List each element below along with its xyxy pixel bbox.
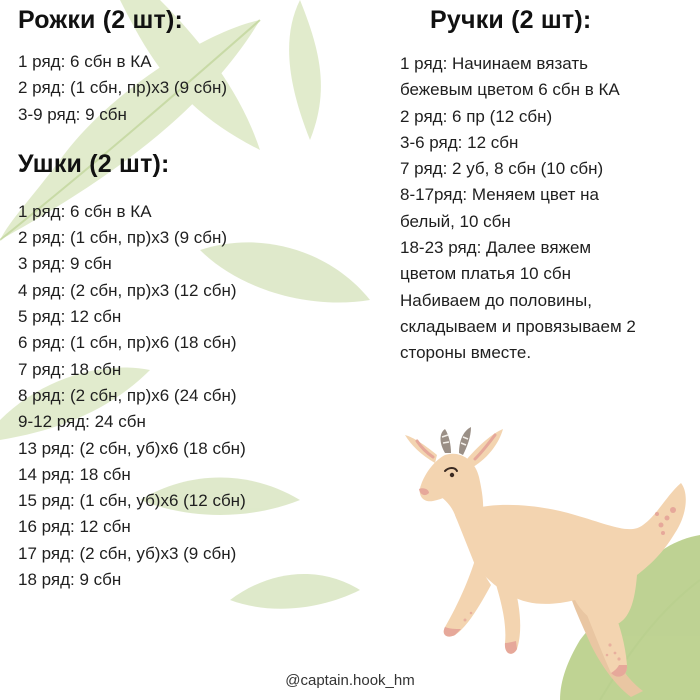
ears-row: 7 ряд: 18 сбн: [18, 359, 122, 379]
arms-row: белый, 10 сбн: [400, 211, 511, 231]
ears-row: 5 ряд: 12 сбн: [18, 307, 122, 327]
horns-rows: [18, 49, 348, 128]
goat-illustration: [405, 415, 695, 700]
arms-row: 7 ряд: 2 уб, 8 сбн (10 сбн): [400, 159, 604, 179]
ears-row: 16 ряд: 12 сбн: [18, 517, 131, 537]
arms-row: 18-23 ряд: Далее вяжем: [400, 238, 592, 258]
arms-row: Набиваем до половины,: [400, 290, 592, 310]
arms-heading: Ручки (2 шт):: [430, 6, 592, 34]
ears-row: 14 ряд: 18 сбн: [18, 464, 131, 484]
ears-row: 1 ряд: 6 сбн в КА: [18, 201, 152, 221]
horns-heading: Рожки (2 шт):: [18, 6, 184, 34]
ears-row: 13 ряд: (2 сбн, уб)х6 (18 сбн): [18, 438, 246, 458]
ears-row: 3 ряд: 9 сбн: [18, 254, 112, 274]
arms-row: 2 ряд: 6 пр (12 сбн): [400, 106, 553, 126]
horns-row: 1 ряд: 6 сбн в КА: [18, 52, 152, 71]
horns-row: 3-9 ряд: 9 сбн: [18, 104, 127, 124]
ears-row: 2 ряд: (1 сбн, пр)х3 (9 сбн): [18, 228, 228, 248]
ears-row: 18 ряд: 9 сбн: [18, 570, 122, 590]
horns-row: 2 ряд: (1 сбн, пр)х3 (9 сбн): [18, 78, 228, 98]
arms-row: складываем и провязываем 2: [400, 316, 636, 336]
arms-rows: [400, 51, 700, 367]
ears-row: 15 ряд: (1 сбн, уб)х6 (12 сбн): [18, 491, 246, 511]
ears-row: 6 ряд: (1 сбн, пр)х6 (18 сбн): [18, 333, 237, 353]
arms-row: 3-6 ряд: 12 сбн: [400, 132, 519, 152]
author-handle: @captain.hook_hm: [285, 672, 415, 689]
ears-rows: [18, 199, 348, 593]
ears-heading: Ушки (2 шт):: [18, 149, 170, 178]
arms-row: 8-17ряд: Меняем цвет на: [400, 185, 599, 205]
arms-row: бежевым цветом 6 сбн в КА: [400, 80, 620, 100]
arms-row: 1 ряд: Начинаем вязать: [400, 54, 588, 73]
ears-row: 8 ряд: (2 сбн, пр)х6 (24 сбн): [18, 385, 237, 405]
ears-row: 17 ряд: (2 сбн, уб)х3 (9 сбн): [18, 543, 237, 563]
arms-row: стороны вместе.: [400, 343, 532, 363]
arms-row: цветом платья 10 сбн: [400, 264, 571, 284]
ears-row: 9-12 ряд: 24 сбн: [18, 412, 146, 432]
ears-row: 4 ряд: (2 сбн, пр)х3 (12 сбн): [18, 280, 237, 300]
